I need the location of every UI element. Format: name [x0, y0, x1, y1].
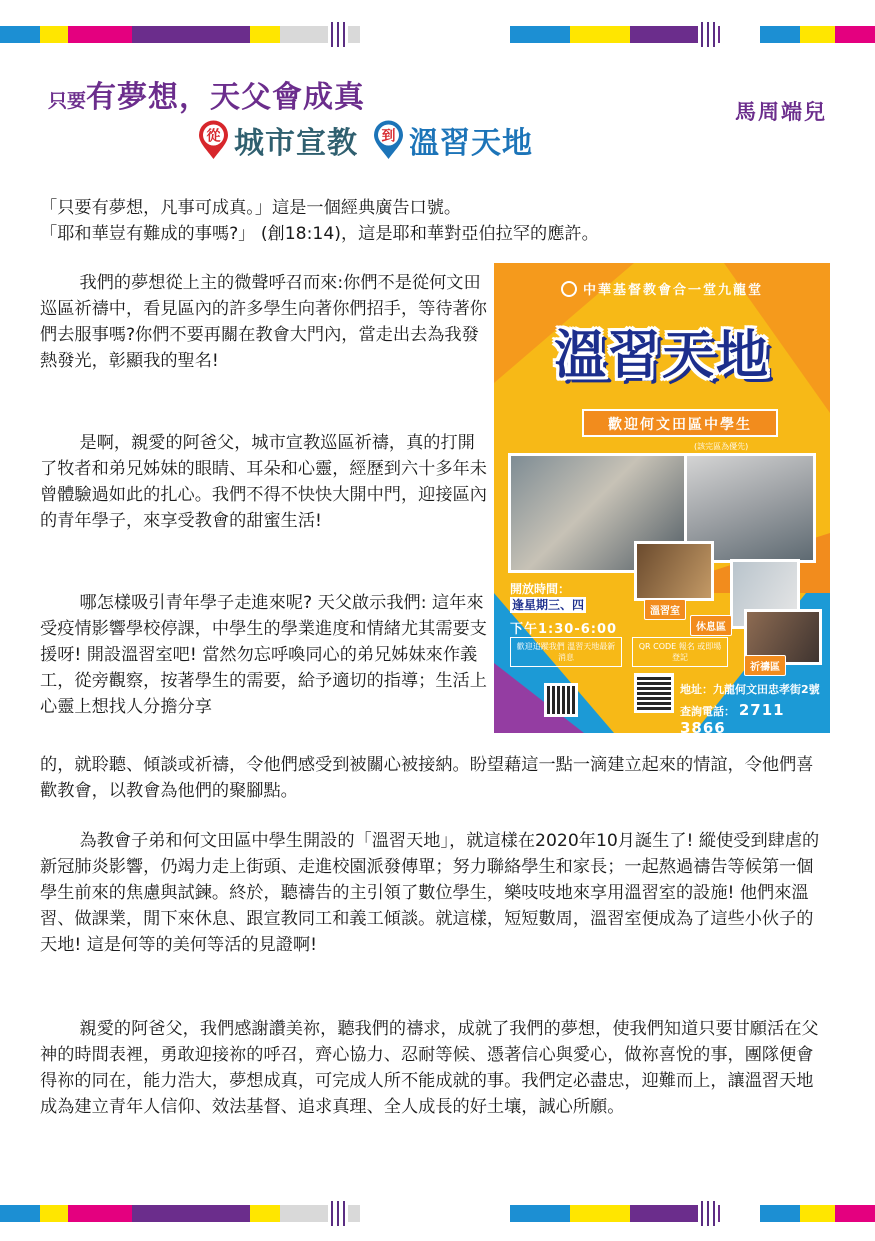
tag-rest-area: 休息區 — [690, 615, 732, 636]
paragraph-4: 為教會子弟和何文田區中學生開設的「溫習天地」，就這樣在2020年10月誕生了! 縱使受到肆虐的新冠肺炎影響，仍竭力走上街頭、走進校園派發傳單；努力聯絡學生和家長；一起熬過禱告等候第一個學生前來的焦慮與試鍊。終於，聽禱告的主引領了數位學生，樂吱吱地來享用溫習室的設施! 他們來溫習、做課業，閒下來休息、跟宣教同工和義工傾談。就這樣，短短數周，溫習室便成為了這些小伙子的天地! 這是何等的美何等活的見證啊! — [40, 831, 820, 955]
paragraph-3a: 哪怎樣吸引青年學子走進來呢? 天父啟示我們: 這年來受疫情影響學校停課，中學生的學業進度和情緒尤其需要支援呀! 開設溫習室吧! 當然勿忘呼喚同心的弟兄姊妹來作義工，從旁觀察，按著學生的需要，給予適切的指導；生活上心靈上想找人分擔分享 — [40, 593, 487, 717]
poster-open-time: 下午1:30-6:00 — [510, 622, 618, 637]
poster-church-name — [494, 279, 830, 298]
qr-code-icon — [634, 673, 674, 713]
poster-title: 溫習天地 — [553, 326, 770, 386]
title-prefix: 只要 — [48, 90, 87, 112]
intro-line-2: 「耶和華豈有難成的事嗎?」 (創18:14)，這是耶和華對亞伯拉罕的應許。 — [40, 224, 599, 244]
paragraph-2: 是啊，親愛的阿爸父，城市宣教巡區祈禱，真的打開了牧者和弟兄姊妹的眼睛、耳朵和心靈，經歷到六十多年未曾體驗過如此的扎心。我們不得不快快大開中門，迎接區內的青年學子，來享受教會的甜蜜生活! — [40, 433, 487, 531]
bottom-stripe-bars-1 — [328, 1201, 348, 1226]
top-stripe-bars-1 — [328, 22, 348, 47]
paragraph-3b: 的，就聆聽、傾談或祈禱，令他們感受到被關心被接納。盼望藉這一點一滴建立起來的情誼，令他們喜歡教會，以教會為他們的聚腳點。 — [40, 755, 814, 801]
poster-church-text: 中華基督教會合一堂九龍堂 — [582, 283, 763, 298]
intro-line-1: 「只要有夢想，凡事可成真。」這是一個經典廣告口號。 — [40, 198, 462, 218]
map-pin-icon — [197, 120, 230, 160]
poster-open-days: 逢星期三、四 — [512, 598, 585, 612]
poster-register-box: QR CODE 報名 或即場登記 — [632, 637, 728, 667]
top-decorative-stripe — [0, 26, 875, 43]
qr-code-icon — [544, 683, 578, 717]
study-room-poster — [494, 263, 830, 733]
bottom-stripe-bars-2 — [698, 1201, 718, 1226]
poster-open-label: 開放時間： — [510, 582, 571, 596]
poster-tel-label: 查詢電話： — [680, 705, 735, 718]
subtitle-city-mission: 城市宣教 — [234, 126, 358, 161]
church-logo-icon — [561, 281, 577, 297]
author-name: 馬周端兒 — [735, 100, 827, 124]
poster-tel-number: 2711 3866 — [680, 701, 785, 733]
paragraph-1: 我們的夢想從上主的微聲呼召而來:你們不是從何文田巡區祈禱中，看見區內的許多學生向著你們招手，等待著你們去服事嗎?你們不要再關在教會大門內，當走出去為我發熱發光，彰顯我的聖名! — [40, 273, 487, 371]
poster-address: 地址：九龍何文田忠孝街2號 — [680, 683, 820, 696]
bottom-decorative-stripe — [0, 1205, 875, 1222]
poster-social-box: 歡迎追蹤我們 溫習天地最新消息 — [510, 637, 622, 667]
title-main: 有夢想，天父會成真 — [86, 80, 366, 115]
pin-label-from: 從 — [206, 128, 221, 145]
subtitle — [197, 118, 533, 162]
paragraph-5: 親愛的阿爸父，我們感謝讚美祢，聽我們的禱求，成就了我們的夢想，使我們知道只要甘願活在父神的時間表裡，勇敢迎接祢的呼召，齊心協力、忍耐等候、憑著信心與愛心，做祢喜悅的事，團隊便會得祢的同在，能力浩大，夢想成真，可完成人所不能成就的事。我們定必盡忠，迎難而上，讓溫習天地成為建立青年人信仰、效法基督、追求真理、全人成長的好土壤，誠心所願。 — [40, 1019, 819, 1117]
top-stripe-bars-2 — [698, 22, 718, 47]
poster-telephone — [680, 701, 830, 733]
map-pin-icon — [372, 120, 405, 160]
page-title — [48, 72, 365, 116]
poster-photo-books — [634, 541, 714, 601]
tag-prayer-area: 祈禱區 — [744, 655, 786, 676]
poster-banner: 歡迎何文田區中學生 — [582, 409, 778, 437]
poster-banner-note: (該完區為優先) — [694, 442, 749, 451]
tag-study-room: 溫習室 — [644, 599, 686, 620]
subtitle-study-room: 溫習天地 — [409, 126, 533, 161]
pin-label-to: 到 — [381, 128, 396, 145]
